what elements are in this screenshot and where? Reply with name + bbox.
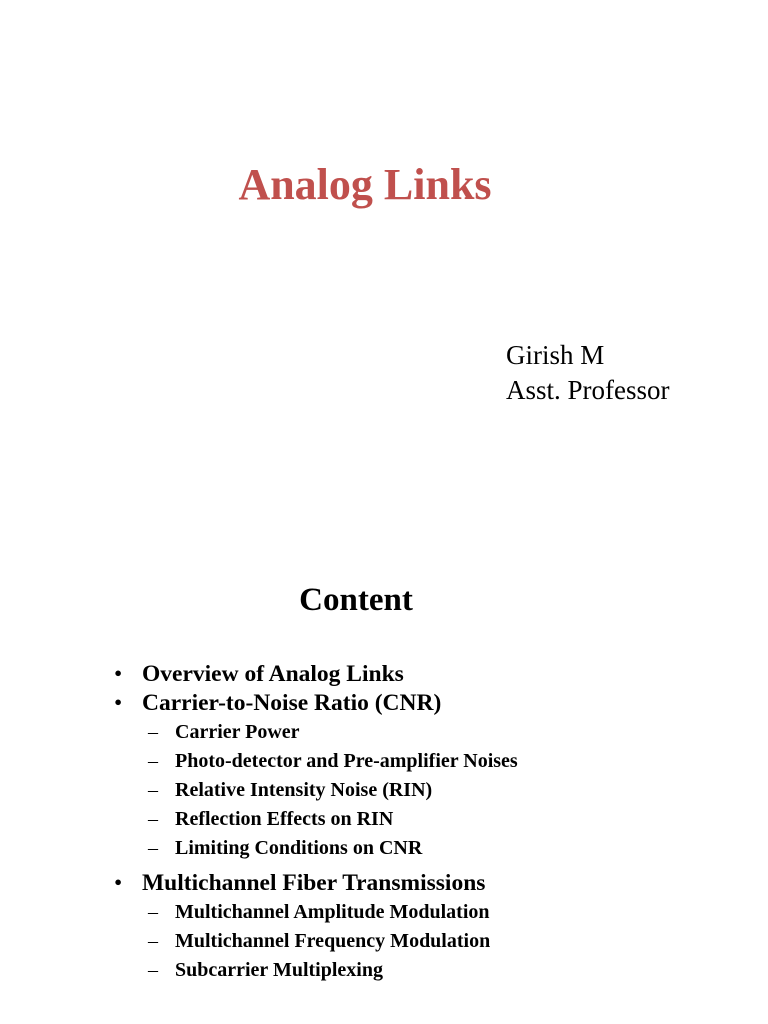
dash-icon: – xyxy=(148,779,158,801)
bullet-icon: • xyxy=(114,870,123,896)
sub-item xyxy=(112,747,752,776)
author-block xyxy=(506,338,670,408)
dash-icon: – xyxy=(148,837,158,859)
outline-item-label: Multichannel Fiber Transmissions xyxy=(142,870,486,896)
outline-item xyxy=(112,660,752,689)
sub-item-label: Multichannel Frequency Modulation xyxy=(175,930,491,952)
sub-list xyxy=(112,718,752,863)
sub-item-label: Subcarrier Multiplexing xyxy=(175,959,383,981)
slide-title: Analog Links xyxy=(238,160,492,209)
dash-icon: – xyxy=(148,721,158,743)
outline-item xyxy=(112,869,752,898)
content-heading: Content xyxy=(299,582,413,618)
sub-item xyxy=(112,776,752,805)
sub-item-label: Multichannel Amplitude Modulation xyxy=(175,901,490,923)
dash-icon: – xyxy=(148,959,158,981)
author-name: Girish M xyxy=(506,340,605,370)
sub-item xyxy=(112,956,752,985)
sub-item xyxy=(112,834,752,863)
content-slide xyxy=(0,512,768,1024)
sub-list-wrapper xyxy=(112,718,752,863)
sub-list xyxy=(112,898,752,985)
sub-item-label: Relative Intensity Noise (RIN) xyxy=(175,779,433,801)
dash-icon: – xyxy=(148,750,158,772)
outline-list xyxy=(112,660,752,985)
sub-item xyxy=(112,898,752,927)
sub-item-label: Limiting Conditions on CNR xyxy=(175,837,423,859)
outline-item-label: Carrier-to-Noise Ratio (CNR) xyxy=(142,690,442,716)
author-role: Asst. Professor xyxy=(506,375,670,405)
sub-item xyxy=(112,927,752,956)
outline-item xyxy=(112,689,752,718)
bullet-icon: • xyxy=(114,661,123,687)
sub-item-label: Reflection Effects on RIN xyxy=(175,808,394,830)
sub-list-wrapper xyxy=(112,898,752,985)
dash-icon: – xyxy=(148,808,158,830)
outline-item-label: Overview of Analog Links xyxy=(142,661,404,687)
sub-item xyxy=(112,718,752,747)
dash-icon: – xyxy=(148,930,158,952)
dash-icon: – xyxy=(148,901,158,923)
bullet-icon: • xyxy=(114,690,123,716)
sub-item xyxy=(112,805,752,834)
sub-item-label: Carrier Power xyxy=(175,721,300,743)
sub-item-label: Photo-detector and Pre-amplifier Noises xyxy=(175,750,518,772)
